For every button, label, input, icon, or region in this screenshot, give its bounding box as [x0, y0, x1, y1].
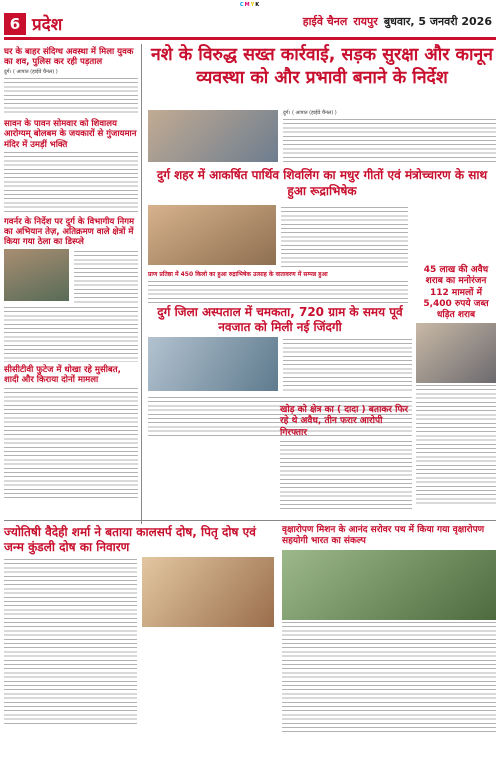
fourth-headline: खोड़ को क्षेत्र का ( दादा ) बताकर फिर रहे थे अवैध, तीन फरार आरोपी गिरफ्तार: [280, 405, 409, 438]
story3-photo: [4, 249, 69, 301]
bottom-right-photo: [282, 550, 496, 620]
story1-body: [4, 78, 138, 116]
bottom-left-headline: ज्योतिषी वैदेही शर्मा ने बताया कालसर्प दोष, पितृ दोष एवं जन्म कुंडली दोष का निवारण: [4, 525, 256, 554]
bottom-left-photo: [142, 557, 275, 627]
lead-headline: नशे के विरुद्ध सख्त कार्रवाई, सड़क सुरक्षा और कानून व्यवस्था को और प्रभावी बनाने के निर्देश: [151, 45, 493, 89]
second-body-lines: [281, 207, 409, 267]
second-story: [148, 168, 496, 199]
bottom-left-story: [4, 525, 274, 726]
masthead: [4, 10, 496, 40]
bottom-right-body: [282, 622, 496, 732]
lead-photo: [148, 110, 278, 162]
right-body: [416, 385, 496, 505]
right-photo: [416, 323, 496, 383]
fourth-story: [280, 405, 412, 513]
left-column: [4, 44, 142, 524]
story4-headline: सीसीटीवी फुटेज में धोखा रहे मुसीबत, शादी और किराया दोनों मामला: [4, 365, 121, 386]
lead-body-lines: [283, 119, 496, 163]
page-number: 6: [4, 13, 26, 35]
fourth-body: [280, 441, 412, 511]
issue-date: बुधवार, 5 जनवरी 2026: [383, 15, 492, 28]
story1-dateline: दुर्ग। ( आपात (हाईवे चैनल) ): [4, 69, 58, 76]
third-body: [283, 339, 413, 393]
bottom-left-body: [4, 559, 137, 724]
story2-body: [4, 152, 138, 214]
paper-info: [303, 14, 492, 29]
third-photo: [148, 337, 278, 391]
story3-headline: गवर्नर के निर्देश पर दुर्ग के विभागीय निगम का अभियान तेज़, अतिक्रमण वाले क्षेत्रों में किया गया ठेला का डिस्प्ले: [4, 216, 135, 248]
second-subhead: प्राण प्रतिष्ठा में 450 किलो का हुआ रुद्राभिषेक उत्साह के वातावरण में सम्पन्न हुआ: [148, 271, 328, 278]
story1-headline: घर के बाहर संदिग्ध अवस्था में मिला युवक का शव, पुलिस कर रही पड़ताल: [4, 47, 134, 68]
bottom-right-headline: वृक्षारोपण मिशन के आनंद सरोवर पथ में किया गया वृक्षारोपण सहयोगी भारत का संकल्प: [282, 525, 485, 547]
right-column: [416, 265, 496, 507]
second-headline: दुर्ग शहर में आकर्षित पार्थिव शिवलिंग का मधुर गीतों एवं मंत्रोच्चारण के साथ हुआ रूद्राभिषेक: [156, 168, 488, 198]
yellow-mark: Y: [250, 2, 256, 8]
second-photo: [148, 205, 276, 265]
story3-side-body: [74, 251, 139, 303]
right-headline: 45 लाख की अवैध शराब का मनोरंजन 112 मामलों में 5,400 रुपये जब्त धड़ित शराब: [423, 265, 489, 320]
bottom-section: [4, 520, 496, 753]
lead-dateline: दुर्ग। ( आपात (हाईवे चैनल) ): [283, 110, 337, 116]
story2-headline: सावन के पावन सोमवार को शिवालय आरोग्यम् बोलबम के जयकारों से गुंजायमान मंदिर में उमड़ीं भक्ति: [4, 119, 137, 150]
second-body: [148, 205, 408, 307]
cyan-mark: C: [239, 2, 245, 8]
bottom-right-story: [282, 525, 496, 734]
magenta-mark: M: [244, 2, 251, 8]
second-body-more: [148, 281, 408, 305]
paper-name: हाईवे चैनल: [302, 15, 348, 28]
story4-body: [4, 388, 138, 498]
section-title: प्रदेश: [32, 15, 63, 35]
third-headline: दुर्ग जिला अस्पताल में चमकता, 720 ग्राम के समय पूर्व नवजात को मिली नई जिंदगी: [157, 305, 403, 334]
story3-body: [4, 307, 138, 362]
lead-body: [283, 110, 496, 165]
paper-city: रायपुर: [353, 15, 378, 28]
print-registration-marks: [0, 2, 500, 8]
black-mark: K: [255, 2, 261, 8]
